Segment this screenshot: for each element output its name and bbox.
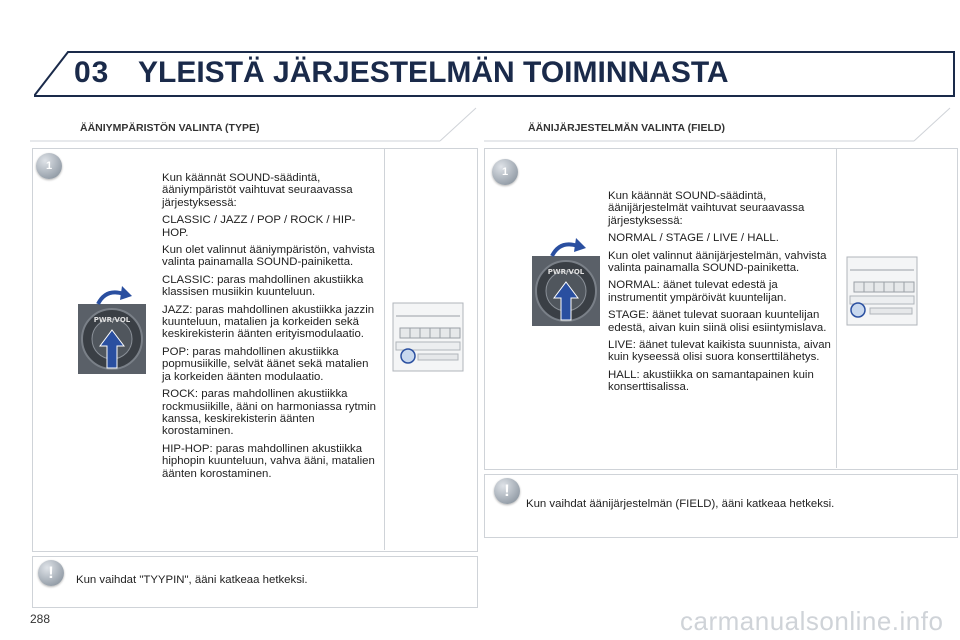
warning-icon: ! xyxy=(38,560,64,586)
panel-divider xyxy=(836,149,837,468)
section-heading-line xyxy=(484,106,960,146)
paragraph: POP: paras mahdollinen akustiikka popmusiikille, selvät äänet sekä matalien ja korkeiden äänten modulaatio. xyxy=(162,345,369,383)
paragraph: ROCK: paras mahdollinen akustiikka rockmusiikille, ääni on harmoniassa rytmin kanssa, keskirekisterin äänten korostaminen. xyxy=(162,388,376,438)
paragraph: STAGE: äänet tulevat suoraan kuuntelijan edestä, aivan kuin siinä olisi esiintymislava. xyxy=(608,309,827,334)
step-badge: 1 xyxy=(36,153,62,179)
paragraph: NORMAL: äänet tulevat edestä ja instrumentit ympäröivät kuuntelijan. xyxy=(608,279,787,304)
page-number: 288 xyxy=(30,612,51,626)
paragraph: CLASSIC / JAZZ / POP / ROCK / HIP-HOP. xyxy=(162,214,356,239)
paragraph: Kun käännät SOUND-säädintä, ääniympäristöt vaihtuvat seuraavassa järjestyksessä: xyxy=(162,172,353,209)
paragraph: CLASSIC: paras mahdollinen akustiikka klassisen musiikin kuunteluun. xyxy=(162,273,364,299)
knob-label: PWR/VOL xyxy=(93,316,131,324)
type-description xyxy=(162,172,380,485)
paragraph: Kun olet valinnut ääniympäristön, vahvista valinta painamalla SOUND-painiketta. xyxy=(162,244,375,269)
sound-knob-illustration xyxy=(530,236,604,328)
watermark: carmanualsonline.info xyxy=(680,606,944,636)
chapter-number: 03 xyxy=(74,56,110,89)
paragraph: Kun olet valinnut äänijärjestelmän, vahvista valinta painamalla SOUND-painiketta. xyxy=(608,249,827,275)
paragraph: LIVE: äänet tulevat kaikista suunnista, aivan kuin kyseessä olisi suora konserttilähetys. xyxy=(608,339,831,364)
field-warning-note: Kun vaihdat äänijärjestelmän (FIELD), ääni katkeaa hetkeksi. xyxy=(526,498,835,510)
section-heading-line xyxy=(30,106,480,146)
paragraph: HALL: akustiikka on samantapainen kuin konserttisalissa. xyxy=(608,368,814,394)
paragraph: HIP-HOP: paras mahdollinen akustiikka hiphopin kuunteluun, vahva ääni, matalien äänten korostaminen. xyxy=(162,442,375,480)
section-title-field: ÄÄNIJÄRJESTELMÄN VALINTA (FIELD) xyxy=(528,122,725,134)
step-badge: 1 xyxy=(492,159,518,185)
knob-label: PWR/VOL xyxy=(547,268,585,276)
radio-unit-illustration xyxy=(846,256,918,326)
paragraph: JAZZ: paras mahdollinen akustiikka jazzin kuunteluun, matalien ja korkeiden sekä keskirekisterin äänten erityismodulaatio. xyxy=(162,303,375,341)
field-description xyxy=(608,190,834,399)
sound-knob-illustration xyxy=(76,284,150,376)
section-title-type: ÄÄNIYMPÄRISTÖN VALINTA (TYPE) xyxy=(80,122,260,134)
radio-unit-illustration xyxy=(392,302,464,372)
warning-icon: ! xyxy=(494,478,520,504)
paragraph: NORMAL / STAGE / LIVE / HALL. xyxy=(608,232,779,245)
page-title: YLEISTÄ JÄRJESTELMÄN TOIMINNASTA xyxy=(138,56,729,89)
paragraph: Kun käännät SOUND-säädintä, äänijärjestelmät vaihtuvat seuraavassa järjestyksessä: xyxy=(608,190,805,227)
type-warning-note: Kun vaihdat "TYYPIN", ääni katkeaa hetkeksi. xyxy=(76,574,308,586)
panel-divider xyxy=(384,149,385,550)
